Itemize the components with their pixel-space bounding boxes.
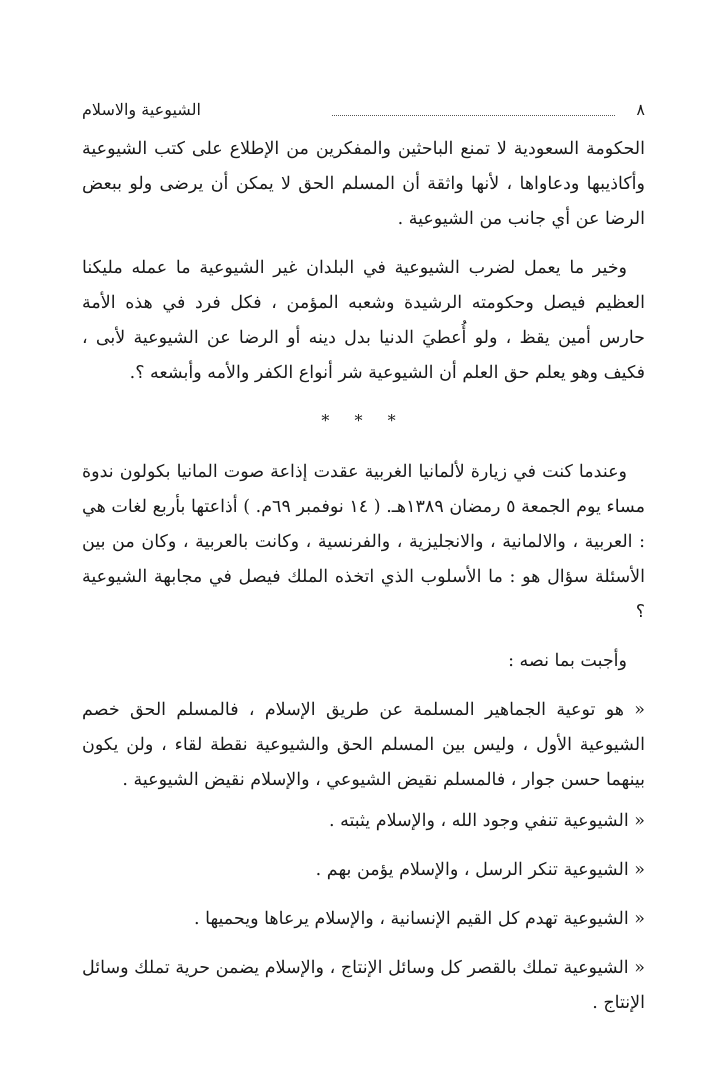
paragraph-1: الحكومة السعودية لا تمنع الباحثين والمفكرين من الإطلاع على كتب الشيوعية وأكاذيبها ودعاواها ، لأنها واثقة أن المسلم الحق لا يمكن أن يرضى ولو ببعض الرضا عن أي جانب من الشيوعية . (82, 139, 645, 229)
paragraph-3: وعندما كنت في زيارة لألمانيا الغربية عقدت إذاعة صوت المانيا بكولون ندوة مساء يوم الجمعة ٥ رمضان ١٣٨٩هـ. ( ١٤ نوفمبر ٦٩م. ) أذاعتها بأربع لغات هي : العربية ، والالمانية ، والانجليزية ، والفرنسية ، وكانت بالعربية ، وكان من بين الأسئلة سؤال هو : ما الأسلوب الذي اتخذه الملك فيصل في مجابهة الشيوعية ؟ (82, 462, 646, 622)
quote-paragraph-3: « الشيوعية تنكر الرسل ، والإسلام يؤمن بهم . (315, 860, 645, 880)
section-separator: * * * (321, 411, 406, 430)
quote-paragraph-2: « الشيوعية تنفي وجود الله ، والإسلام يثبته . (328, 811, 645, 831)
quote-paragraph-1: « هو توعية الجماهير المسلمة عن طريق الإسلام ، فالمسلم الحق خصم الشيوعية الأول ، وليس بين المسلم الحق والشيوعية نقطة لقاء ، ولن يكون بينهما حسن جوار ، فالمسلم نقيض الشيوعي ، والإسلام نقيض الشيوعية . (82, 700, 645, 790)
paragraph-2: وخير ما يعمل لضرب الشيوعية في البلدان غير الشيوعية ما عمله مليكنا العظيم فيصل وحكومته الرشيدة وشعبه المؤمن ، فكل فرد في هذه الأمة حارس أمين يقظ ، ولو أُعطيَ الدنيا بدل دينه أو الرضا عن الشيوعية لأبى ، فكيف وهو يعلم حق العلم أن الشيوعية شر أنواع الكفر والأمه وأبشعه ؟. (82, 258, 645, 383)
quote-paragraph-4: « الشيوعية تهدم كل القيم الإنسانية ، والإسلام يرعاها ويحميها . (194, 909, 645, 929)
running-head (82, 92, 645, 132)
paragraph-4: وأجبت بما نصه : (508, 651, 627, 671)
page-number: ٨ (636, 100, 645, 119)
running-head-title: الشيوعية والاسلام (82, 100, 201, 119)
quote-paragraph-5: « الشيوعية تملك بالقصر كل وسائل الإنتاج ، والإسلام يضمن حرية تملك وسائل الإنتاج . (82, 958, 645, 1013)
dotted-leader (332, 115, 615, 116)
